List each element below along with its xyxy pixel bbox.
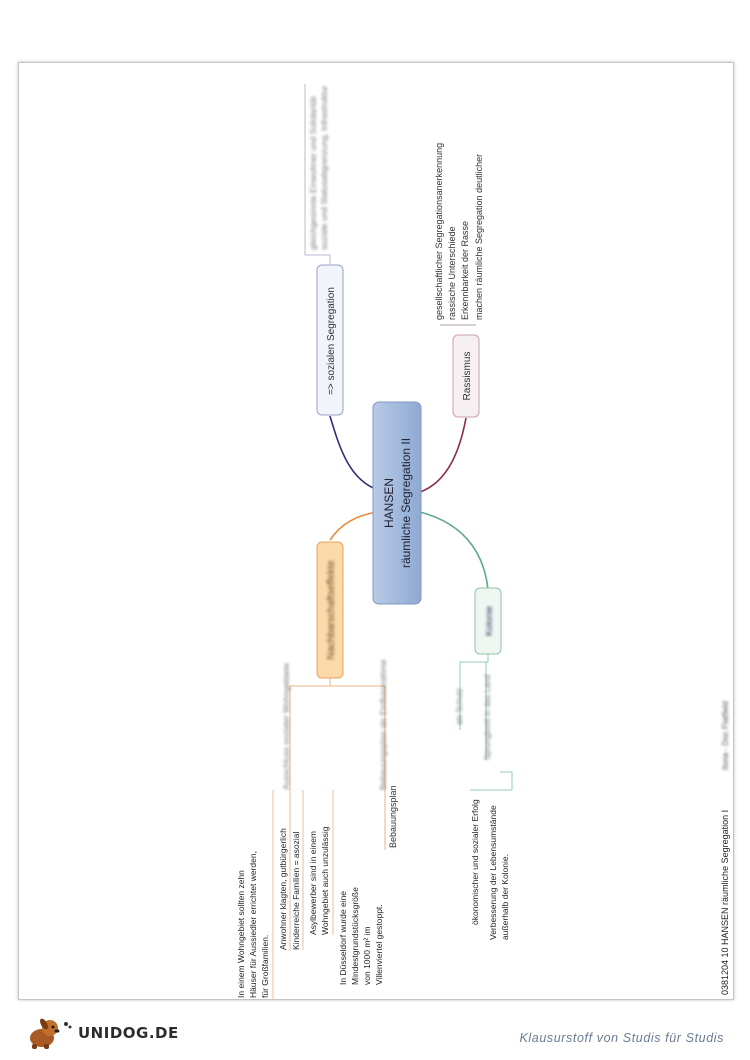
connector-nachbar-children — [290, 678, 385, 850]
node-soziale-segregation-label: => sozialen Segregation — [326, 287, 337, 395]
connector-bottom-right — [420, 512, 488, 590]
nachbar-leaf6: Bebauungsplan — [388, 785, 398, 848]
kolonie-leaf2-a: Verbesserung der Lebensumstände — [488, 805, 498, 940]
nachbar-leaf4-a: Asylbewerber sind in einem — [308, 831, 318, 935]
nachbar-leaf3: Kinderreiche Familien = asozial — [291, 831, 301, 950]
rassismus-item-1: gesellschaftlicher Segregationsanerkennung — [434, 142, 444, 320]
slogan: Klausurstoff von Studis für Studis — [519, 1031, 724, 1045]
nachbar-leaf5-d: Villenviertel gestoppt. — [374, 904, 384, 985]
soziale-note-1: gleichgesinnte Einwohner und Solidarität — [308, 96, 318, 250]
rassismus-item-2: rassische Unterschiede — [447, 226, 457, 320]
nachbar-sub1: Ausschluss sozialer Wohngebiete — [281, 663, 291, 790]
nachbar-leaf5-a: In Düsseldorf wurde eine — [338, 890, 348, 985]
footer-left-label: 0381204 10 HANSEN räumliche Segregation I — [720, 809, 730, 995]
rassismus-item-4: machen räumliche Segregation deutlicher — [474, 153, 484, 320]
nachbar-leaf5-b: Mindestgrundstücksgröße — [350, 887, 360, 985]
rassismus-items — [434, 143, 484, 320]
soziale-notes — [308, 85, 329, 250]
nachbar-leaf1-c: für Großfamilien. — [260, 934, 270, 998]
node-kolonie-label: Kolonie — [484, 605, 494, 637]
kolonie-leaf1: ökonomischer und sozialer Erfolg — [470, 799, 480, 925]
dog-icon — [24, 1016, 74, 1050]
nachbar-leaf5-c: von 1000 m² im — [362, 926, 372, 985]
unidog-logo[interactable] — [24, 1016, 179, 1050]
connector-top-right — [420, 418, 466, 492]
rassismus-item-3: Erkennbarkeit der Rasse — [460, 220, 470, 320]
node-nachbarschaftseffekte-label: Nachbarschaftseffekte — [326, 560, 337, 660]
nachbar-leaf1-a: In einem Wohngebiet sollten zehn — [236, 870, 246, 998]
nachbar-sub2: Bebauungsplan als Einflussnahme — [378, 659, 388, 790]
footer-author-label: Ilona - Doc Flatfield — [721, 701, 730, 770]
nachbar-leaf4-b: Wohngebiet auch unzulässig — [320, 826, 330, 935]
kolonie-sub2: Sprungbrett in das Land — [483, 674, 492, 760]
kolonie-sub1: als Schutz — [455, 688, 464, 725]
kolonie-leaf2-b: außerhalb der Kolonie. — [500, 853, 510, 940]
center-line2: räumliche Segregation II — [399, 437, 413, 569]
brand-name: UNIDOG.DE — [78, 1024, 179, 1042]
nachbar-leaf2: Anwohner klagten, gutbürgerlich — [278, 828, 288, 950]
nachbar-leaf1-b: Häuser für Aussiedler errichtet werden, — [248, 851, 258, 998]
connector-top-left — [330, 416, 378, 490]
node-rassismus-label: Rassismus — [462, 351, 473, 401]
center-node[interactable] — [373, 402, 421, 604]
connector-bottom-left — [330, 512, 378, 540]
soziale-note-2: soziale und Statusabgrenzung, Infrastruktur — [319, 85, 329, 250]
center-line1: HANSEN — [382, 477, 396, 529]
